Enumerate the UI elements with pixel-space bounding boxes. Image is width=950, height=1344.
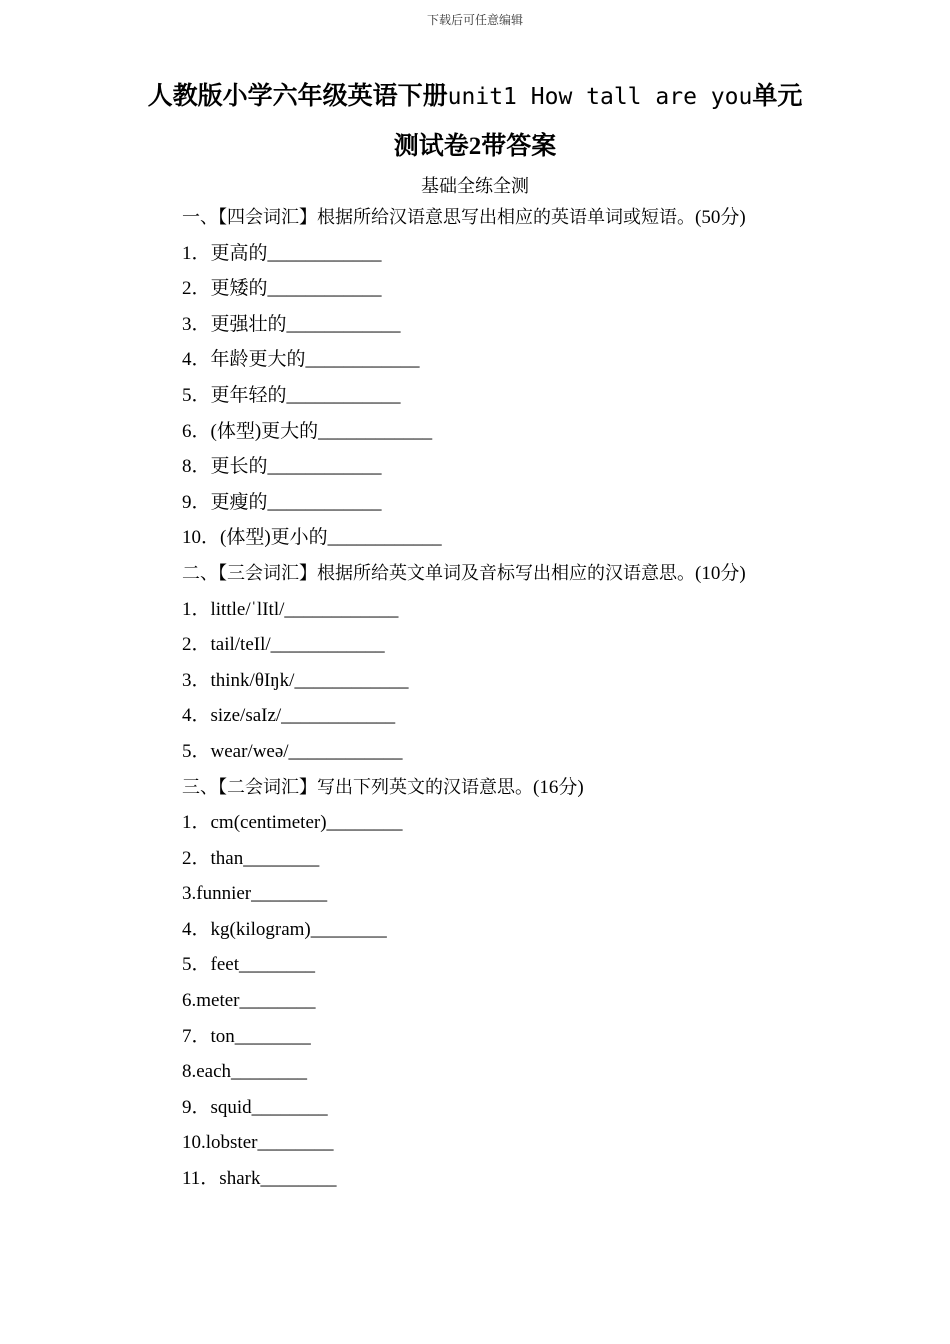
section-heading	[182, 556, 862, 592]
title-suffix: 单元	[752, 83, 803, 110]
exercise-item: 9．更瘦的____________	[182, 491, 382, 513]
exercise-item: 1．little/ˈlItl/____________	[182, 598, 399, 620]
exercise-item: 1．cm(centimeter)________	[182, 812, 403, 834]
exercise-item: 5．feet________	[182, 954, 315, 976]
header-note: 下载后可任意编辑	[426, 13, 523, 27]
exercise-item: 8．更长的____________	[182, 456, 382, 478]
title-line-2: 测试卷2带答案	[393, 133, 557, 160]
section-points: (50分)	[695, 207, 746, 228]
section-heading	[182, 770, 862, 806]
exercise-item: 6.meter________	[182, 990, 316, 1012]
exercise-item: 10.lobster________	[182, 1132, 334, 1154]
document-title	[120, 72, 830, 172]
exercise-item: 4．年龄更大的____________	[182, 349, 420, 371]
exercise-item: 1．更高的____________	[182, 242, 382, 264]
section-points: (10分)	[695, 562, 746, 584]
exercise-item: 5．更年轻的____________	[182, 384, 401, 406]
section-heading-text: 二、【三会词汇】根据所给英文单词及音标写出相应的汉语意思。	[182, 562, 695, 584]
exercise-item: 11．shark________	[182, 1168, 337, 1190]
exercise-item: 2．than________	[182, 847, 320, 869]
exercise-item: 4．kg(kilogram)________	[182, 918, 387, 940]
exercise-item: 5．wear/weə/____________	[182, 740, 403, 762]
exercise-item: 6．(体型)更大的____________	[182, 420, 433, 442]
exercise-item: 4．size/saIz/____________	[182, 705, 396, 727]
exercise-item: 7．ton________	[182, 1025, 311, 1047]
section-points: (16分)	[533, 776, 584, 798]
exercise-item: 8.each________	[182, 1061, 308, 1083]
exercise-content	[182, 200, 862, 1197]
document-subtitle: 基础全练全测	[421, 176, 529, 197]
exercise-item: 2．tail/teIl/____________	[182, 634, 385, 656]
exercise-item: 9．squid________	[182, 1096, 328, 1118]
title-line-1	[120, 72, 830, 122]
section-heading	[182, 200, 862, 236]
section-heading-text: 三、【二会词汇】写出下列英文的汉语意思。	[182, 776, 533, 798]
title-prefix: 人教版小学六年级英语下册	[147, 83, 448, 110]
exercise-item: 3．更强壮的____________	[182, 313, 401, 335]
title-unit-code: unit1 How tall are you	[447, 84, 753, 110]
exercise-item: 10．(体型)更小的____________	[182, 527, 442, 549]
section-heading-text: 一、【四会词汇】根据所给汉语意思写出相应的英语单词或短语。	[182, 207, 695, 228]
exercise-item: 2．更矮的____________	[182, 278, 382, 300]
exercise-item: 3.funnier________	[182, 883, 328, 905]
exercise-item: 3．think/θIŋk/____________	[182, 669, 409, 691]
